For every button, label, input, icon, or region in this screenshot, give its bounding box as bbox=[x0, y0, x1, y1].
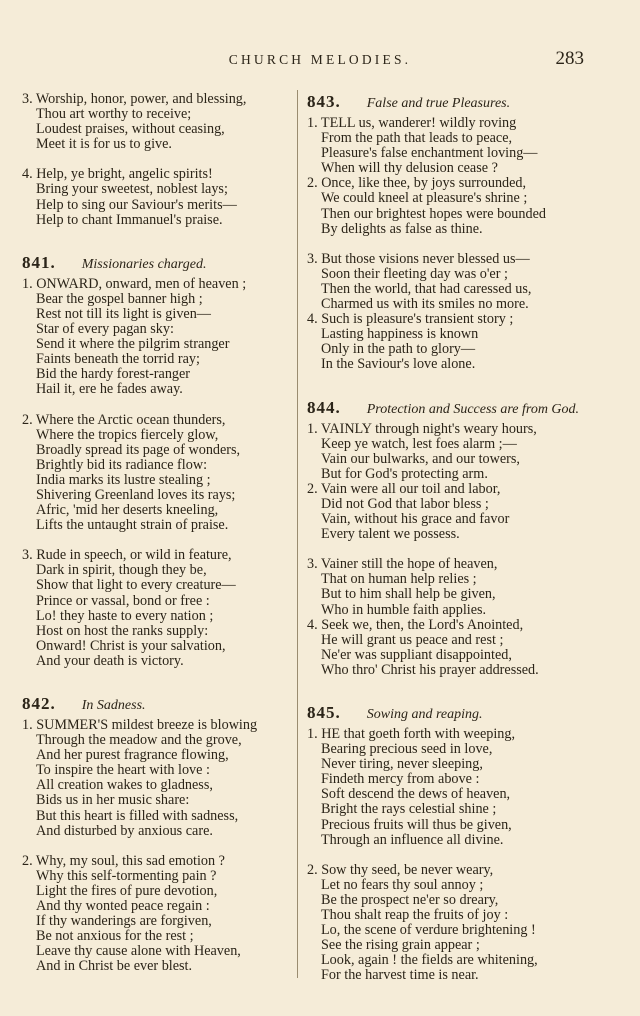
verse-line: 1. HE that goeth forth with weeping, bbox=[307, 726, 516, 742]
verse-line: Leave thy cause alone with Heaven, bbox=[36, 943, 241, 960]
stanza-gap bbox=[307, 848, 607, 863]
verse-line: 1. SUMMER'S mildest breeze is blowing bbox=[22, 717, 258, 733]
verse-line: 4. Help, ye bright, angelic spirits! bbox=[22, 166, 213, 183]
verse-line: If thy wanderings are forgiven, bbox=[36, 913, 212, 930]
right-column bbox=[307, 92, 607, 984]
page-number: 283 bbox=[555, 48, 584, 69]
left-column bbox=[22, 92, 284, 975]
verse-line: Every talent we possess. bbox=[321, 526, 460, 543]
verse-line: Bearing precious seed in love, bbox=[321, 741, 493, 758]
verse-line: India marks its lustre stealing ; bbox=[36, 471, 211, 488]
stanza-gap bbox=[22, 398, 284, 413]
verse-line: Show that light to every creature— bbox=[36, 577, 236, 594]
verse-line: 2. Sow thy seed, be never weary, bbox=[307, 861, 494, 878]
verse-line: Let no fears thy soul annoy ; bbox=[321, 876, 484, 893]
verse-line: Bid the hardy forest-ranger bbox=[36, 366, 191, 383]
verse-line: Help to chant Immanuel's praise. bbox=[36, 211, 223, 228]
hymn-heading bbox=[307, 92, 607, 112]
hymn-title: Protection and Success are from God. bbox=[366, 401, 580, 417]
stanza bbox=[307, 116, 607, 237]
verse-line: But for God's protecting arm. bbox=[321, 465, 488, 482]
verse-line: Charmed us with its smiles no more. bbox=[321, 296, 529, 313]
hymn-heading bbox=[22, 694, 284, 714]
hymn-gap bbox=[22, 228, 284, 253]
verse-line: Why this self-tormenting pain ? bbox=[36, 867, 217, 884]
verse-line: But this heart is filled with sadness, bbox=[36, 807, 239, 824]
verse-line: Lo! they haste to every nation ; bbox=[36, 607, 214, 624]
stanza bbox=[307, 557, 607, 678]
verse-line: 2. Once, like thee, by joys surrounded, bbox=[307, 175, 527, 192]
hymn-number: 841. bbox=[22, 252, 56, 272]
stanza bbox=[22, 277, 284, 398]
verse-line: 4. Seek we, then, the Lord's Anointed, bbox=[307, 616, 524, 633]
verse-line: And her purest fragrance flowing, bbox=[36, 747, 229, 764]
verse-line: Vain our bulwarks, and our towers, bbox=[321, 450, 520, 467]
verse-line: That on human help relies ; bbox=[321, 571, 477, 588]
verse-line: 1. ONWARD, onward, men of heaven ; bbox=[22, 275, 247, 292]
verse-line: Where the tropics fiercely glow, bbox=[36, 426, 219, 443]
verse-line: Shivering Greenland loves its rays; bbox=[36, 486, 236, 503]
verse-line: Pleasure's false enchantment loving— bbox=[321, 145, 538, 162]
verse-line: Loudest praises, without ceasing, bbox=[36, 121, 225, 138]
verse-line: Ne'er was suppliant disappointed, bbox=[321, 646, 512, 663]
verse-line: Bids us in her music share: bbox=[36, 792, 190, 809]
verse-line: 2. Vain were all our toil and labor, bbox=[307, 480, 501, 497]
verse-line: Through an influence all divine. bbox=[321, 831, 504, 848]
verse-line: And in Christ be ever blest. bbox=[36, 958, 193, 975]
hymn-title: False and true Pleasures. bbox=[366, 96, 511, 111]
verse-line: 1. VAINLY through night's weary hours, bbox=[307, 420, 537, 437]
verse-line: Bear the gospel banner high ; bbox=[36, 290, 203, 307]
verse-line: Soon their fleeting day was o'er ; bbox=[321, 265, 508, 282]
verse-line: Thou art worthy to receive; bbox=[36, 106, 192, 123]
verse-line: Lo, the scene of verdure brightening ! bbox=[321, 922, 536, 939]
verse-line: From the path that leads to peace, bbox=[321, 130, 513, 147]
verse-line: 2. Where the Arctic ocean thunders, bbox=[22, 411, 226, 428]
verse-line: Brightly bid its radiance flow: bbox=[36, 456, 208, 473]
stanza bbox=[307, 422, 607, 543]
hymn-title: Sowing and reaping. bbox=[366, 707, 483, 722]
verse-line: Host on host the ranks supply: bbox=[36, 622, 209, 639]
verse-line: Precious fruits will thus be given, bbox=[321, 816, 512, 833]
stanza bbox=[22, 718, 284, 839]
verse-line: And disturbed by anxious care. bbox=[36, 822, 213, 839]
verse-line: 1. TELL us, wanderer! wildly roving bbox=[307, 115, 517, 131]
stanza bbox=[22, 548, 284, 669]
verse-line: By delights as false as thine. bbox=[321, 220, 483, 237]
verse-line: Lifts the untaught strain of praise. bbox=[36, 517, 229, 534]
verse-line: See the rising grain appear ; bbox=[321, 937, 480, 954]
verse-line: Star of every pagan sky: bbox=[36, 321, 174, 338]
stanza-gap bbox=[307, 237, 607, 252]
verse-line: In the Saviour's love alone. bbox=[321, 356, 476, 373]
verse-line: Meet it is for us to give. bbox=[36, 136, 172, 153]
hymn-number: 845. bbox=[307, 703, 341, 722]
verse-line: For the harvest time is near. bbox=[321, 967, 479, 984]
stanza bbox=[22, 413, 284, 534]
hymn-gap bbox=[22, 669, 284, 694]
hymn-title: In Sadness. bbox=[81, 698, 146, 713]
verse-line: Afric, 'mid her deserts kneeling, bbox=[36, 502, 219, 519]
hymn-heading bbox=[307, 703, 607, 723]
stanza-gap bbox=[307, 542, 607, 557]
column-divider bbox=[297, 90, 298, 978]
stanza bbox=[307, 252, 607, 373]
verse-line: Help to sing our Saviour's merits— bbox=[36, 196, 237, 213]
verse-line: Onward! Christ is your salvation, bbox=[36, 637, 226, 654]
stanza bbox=[22, 854, 284, 975]
verse-line: Who thro' Christ his prayer addressed. bbox=[321, 661, 539, 678]
verse-line: But to him shall help be given, bbox=[321, 586, 496, 603]
verse-line: Prince or vassal, bond or free : bbox=[36, 592, 210, 609]
verse-line: Send it where the pilgrim stranger bbox=[36, 336, 230, 353]
stanza bbox=[22, 92, 284, 152]
verse-line: Bring your sweetest, noblest lays; bbox=[36, 181, 228, 198]
stanza bbox=[22, 167, 284, 227]
verse-line: Vain, without his grace and favor bbox=[321, 511, 510, 528]
verse-line: Look, again ! the fields are whitening, bbox=[321, 952, 538, 969]
verse-line: Light the fires of pure devotion, bbox=[36, 882, 218, 899]
verse-line: Did not God that labor bless ; bbox=[321, 495, 489, 512]
verse-line: And your death is victory. bbox=[36, 652, 184, 669]
verse-line: Dark in spirit, though they be, bbox=[36, 562, 207, 579]
hymn-title: Missionaries charged. bbox=[81, 256, 207, 272]
hymn-gap bbox=[307, 373, 607, 398]
verse-line: To inspire the heart with love : bbox=[36, 762, 210, 779]
hymn-gap bbox=[307, 678, 607, 703]
verse-line: Faints beneath the torrid ray; bbox=[36, 351, 200, 368]
hymn-number: 842. bbox=[22, 694, 56, 713]
verse-line: Rest not till its light is given— bbox=[36, 305, 211, 322]
verse-line: Bright the rays celestial shine ; bbox=[321, 801, 497, 818]
stanza bbox=[307, 863, 607, 984]
verse-line: 3. Worship, honor, power, and blessing, bbox=[22, 91, 247, 107]
verse-line: Only in the path to glory— bbox=[321, 341, 476, 358]
verse-line: When will thy delusion cease ? bbox=[321, 160, 498, 177]
verse-line: Never tiring, never sleeping, bbox=[321, 756, 483, 773]
verse-line: We could kneel at pleasure's shrine ; bbox=[321, 190, 528, 207]
hymn-heading bbox=[307, 398, 607, 418]
verse-line: And thy wonted peace regain : bbox=[36, 898, 210, 915]
verse-line: 3. Rude in speech, or wild in feature, bbox=[22, 547, 232, 564]
verse-line: Findeth mercy from above : bbox=[321, 771, 480, 788]
verse-line: Be the prospect ne'er so dreary, bbox=[321, 891, 499, 908]
hymn-number: 843. bbox=[307, 92, 341, 111]
verse-line: 4. Such is pleasure's transient story ; bbox=[307, 311, 514, 328]
verse-line: Keep ye watch, lest foes alarm ;— bbox=[321, 435, 517, 452]
hymn-heading bbox=[22, 253, 284, 273]
stanza-gap bbox=[22, 839, 284, 854]
verse-line: All creation wakes to gladness, bbox=[36, 777, 213, 794]
stanza-gap bbox=[22, 533, 284, 548]
verse-line: 2. Why, my soul, this sad emotion ? bbox=[22, 852, 225, 869]
verse-line: He will grant us peace and rest ; bbox=[321, 631, 504, 648]
stanza-gap bbox=[22, 152, 284, 167]
verse-line: Be not anxious for the rest ; bbox=[36, 928, 194, 945]
stanza bbox=[307, 727, 607, 848]
verse-line: 3. Vainer still the hope of heaven, bbox=[307, 556, 498, 573]
verse-line: Then our brightest hopes were bounded bbox=[321, 205, 546, 222]
running-head: CHURCH MELODIES. bbox=[228, 52, 412, 67]
verse-line: Soft descend the dews of heaven, bbox=[321, 786, 511, 803]
verse-line: Broadly spread its page of wonders, bbox=[36, 441, 241, 458]
verse-line: Through the meadow and the grove, bbox=[36, 732, 242, 749]
hymn-number: 844. bbox=[307, 397, 341, 417]
verse-line: 3. But those visions never blessed us— bbox=[307, 250, 530, 267]
verse-line: Who in humble faith applies. bbox=[321, 601, 487, 618]
verse-line: Then the world, that had caressed us, bbox=[321, 280, 532, 297]
verse-line: Hail it, ere he fades away. bbox=[36, 381, 183, 398]
verse-line: Lasting happiness is known bbox=[321, 326, 479, 343]
verse-line: Thou shalt reap the fruits of joy : bbox=[321, 907, 509, 924]
